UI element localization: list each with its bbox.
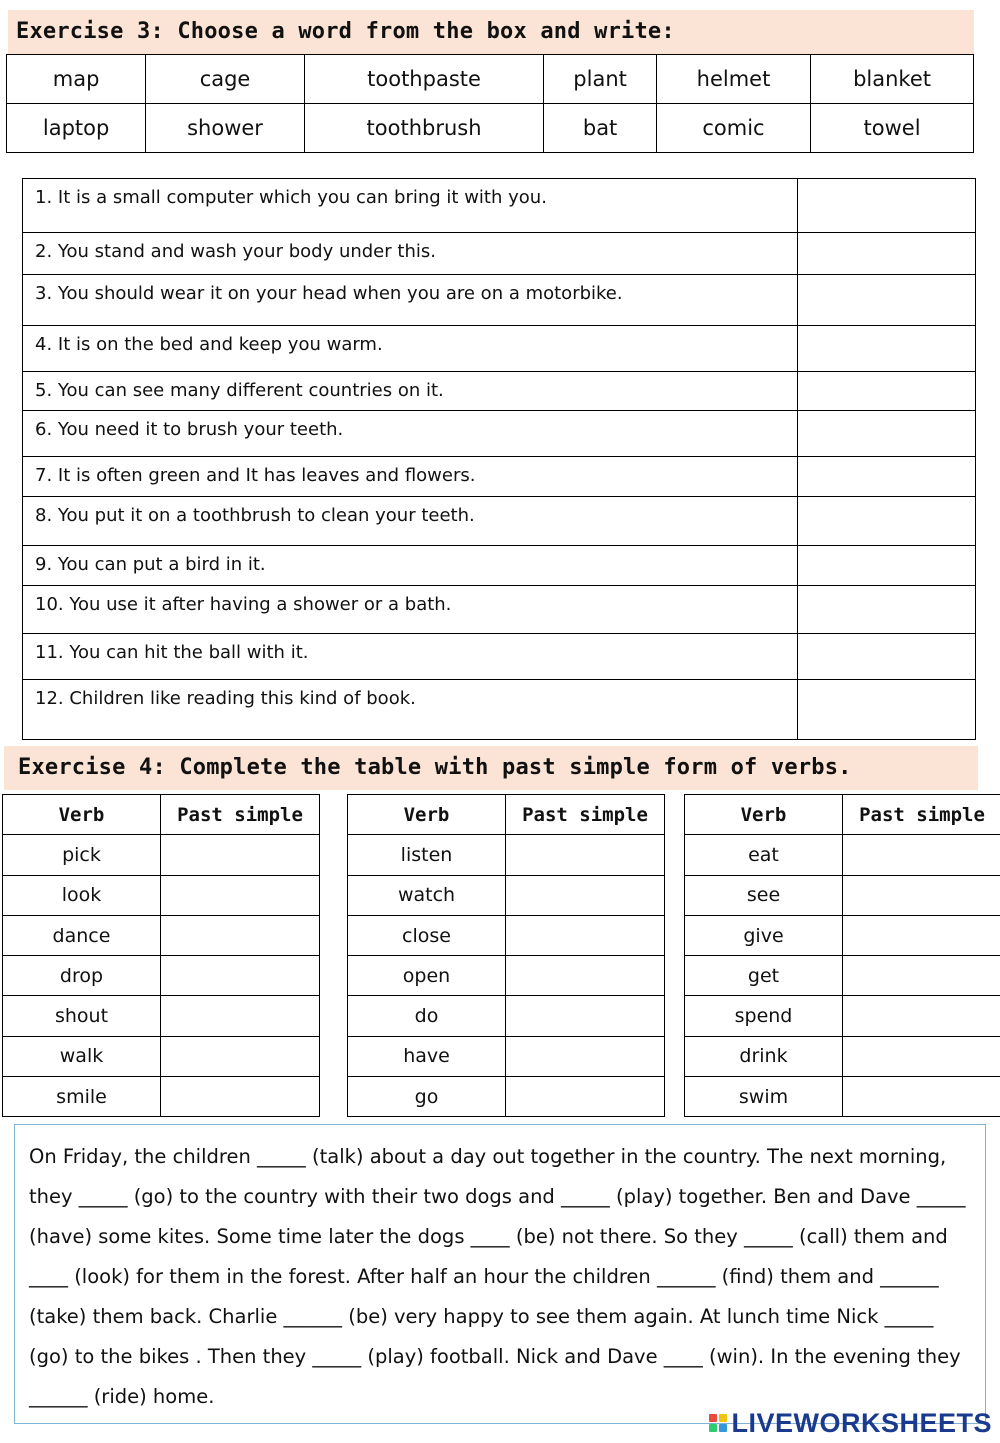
word-box-cell: cage [146, 55, 305, 104]
verb-row [348, 915, 665, 955]
clue-text: 4. It is on the bed and keep you warm. [23, 326, 798, 372]
logo-square [719, 1414, 727, 1422]
verb-table-header [3, 795, 320, 835]
verb-cell: open [348, 956, 506, 996]
past-simple-answer-cell[interactable] [161, 1036, 320, 1076]
answer-cell[interactable] [798, 233, 976, 275]
logo-text: LIVEWORKSHEETS [731, 1407, 992, 1438]
clue-text: 2. You stand and wash your body under this. [23, 233, 798, 275]
verb-cell: look [3, 875, 161, 915]
clue-row [23, 497, 976, 546]
past-simple-answer-cell[interactable] [506, 956, 665, 996]
story-text: On Friday, the children _____ (talk) about a day out together in the country. The next morning, they _____ (go) to the country with their two dogs and _____ (play) together. Ben and Dave _____ (have) some kites. Some time later the dogs ____ (be) not there. So they _____ (call) them and ____ (look) for them in the forest. After half an hour the children ______ (find) them and ______ (take) them back. Charlie ______ (be) very happy to see them again. At lunch time Nick _____ (go) to the bikes . Then they _____ (play) football. Nick and Dave ____ (win). In the evening they ______ (ride) home. [29, 1145, 966, 1408]
verb-cell: dance [3, 915, 161, 955]
word-box-row [7, 104, 974, 153]
past-simple-header: Past simple [161, 795, 320, 835]
verb-header: Verb [348, 795, 506, 835]
past-simple-answer-cell[interactable] [843, 996, 1000, 1036]
past-simple-header: Past simple [843, 795, 1000, 835]
word-box-cell: laptop [7, 104, 146, 153]
clue-text: 3. You should wear it on your head when you are on a motorbike. [23, 275, 798, 326]
verb-cell: have [348, 1036, 506, 1076]
clue-text: 11. You can hit the ball with it. [23, 634, 798, 680]
verb-row [685, 996, 1000, 1036]
word-box-cell: helmet [656, 55, 810, 104]
word-box-cell: blanket [811, 55, 974, 104]
answer-cell[interactable] [798, 326, 976, 372]
verb-cell: listen [348, 835, 506, 875]
clue-row [23, 634, 976, 680]
past-simple-answer-cell[interactable] [506, 915, 665, 955]
verb-row [685, 1077, 1000, 1117]
verb-row [3, 996, 320, 1036]
verb-row [3, 915, 320, 955]
verb-header: Verb [3, 795, 161, 835]
verb-row [3, 1036, 320, 1076]
past-simple-answer-cell[interactable] [843, 835, 1000, 875]
word-box-cell: toothbrush [304, 104, 543, 153]
past-simple-answer-cell[interactable] [506, 1036, 665, 1076]
clue-table [22, 178, 976, 740]
verb-header: Verb [685, 795, 843, 835]
verb-cell: close [348, 915, 506, 955]
past-simple-answer-cell[interactable] [843, 956, 1000, 996]
verb-row [348, 1077, 665, 1117]
logo-square [709, 1414, 717, 1422]
clue-row [23, 457, 976, 497]
answer-cell[interactable] [798, 680, 976, 740]
answer-cell[interactable] [798, 372, 976, 411]
word-box-cell: plant [544, 55, 657, 104]
clue-text: 12. Children like reading this kind of book. [23, 680, 798, 740]
word-box-cell: shower [146, 104, 305, 153]
clue-row [23, 179, 976, 233]
verb-cell: do [348, 996, 506, 1036]
verb-row [685, 875, 1000, 915]
story-box [14, 1124, 986, 1424]
logo-square [709, 1424, 717, 1432]
clue-text: 9. You can put a bird in it. [23, 546, 798, 586]
clue-row [23, 233, 976, 275]
verb-cell: drop [3, 956, 161, 996]
clue-text: 8. You put it on a toothbrush to clean your teeth. [23, 497, 798, 546]
word-box-cell: map [7, 55, 146, 104]
verb-row [348, 956, 665, 996]
past-simple-answer-cell[interactable] [506, 875, 665, 915]
past-simple-answer-cell[interactable] [506, 835, 665, 875]
verb-cell: eat [685, 835, 843, 875]
word-box-cell: towel [811, 104, 974, 153]
word-box [6, 54, 974, 153]
exercise-4-title: Exercise 4: Complete the table with past simple form of verbs. [4, 746, 978, 790]
past-simple-answer-cell[interactable] [843, 1036, 1000, 1076]
logo-square [719, 1424, 727, 1432]
verb-cell: shout [3, 996, 161, 1036]
past-simple-answer-cell[interactable] [161, 835, 320, 875]
verb-row [685, 915, 1000, 955]
clue-text: 10. You use it after having a shower or a bath. [23, 586, 798, 634]
verb-cell: smile [3, 1077, 161, 1117]
answer-cell[interactable] [798, 546, 976, 586]
verb-row [685, 835, 1000, 875]
verb-row [348, 1036, 665, 1076]
verb-cell: get [685, 956, 843, 996]
verb-row [3, 956, 320, 996]
answer-cell[interactable] [798, 179, 976, 233]
answer-cell[interactable] [798, 275, 976, 326]
clue-text: 1. It is a small computer which you can bring it with you. [23, 179, 798, 233]
verb-row [3, 875, 320, 915]
verb-row [348, 835, 665, 875]
verb-row [685, 956, 1000, 996]
verb-cell: go [348, 1077, 506, 1117]
answer-cell[interactable] [798, 411, 976, 457]
verb-cell: drink [685, 1036, 843, 1076]
past-simple-answer-cell[interactable] [161, 875, 320, 915]
verb-table-header [348, 795, 665, 835]
verb-row [3, 835, 320, 875]
verb-cell: give [685, 915, 843, 955]
word-box-cell: bat [544, 104, 657, 153]
verb-cell: swim [685, 1077, 843, 1117]
verb-row [348, 996, 665, 1036]
past-simple-answer-cell[interactable] [506, 996, 665, 1036]
past-simple-answer-cell[interactable] [843, 915, 1000, 955]
clue-text: 7. It is often green and It has leaves and flowers. [23, 457, 798, 497]
past-simple-answer-cell[interactable] [161, 956, 320, 996]
verb-table-1 [2, 794, 320, 1117]
verb-cell: pick [3, 835, 161, 875]
verb-table-header [685, 795, 1000, 835]
verb-table-2 [347, 794, 665, 1117]
verb-row [685, 1036, 1000, 1076]
word-box-row [7, 55, 974, 104]
answer-cell[interactable] [798, 457, 976, 497]
clue-row [23, 546, 976, 586]
past-simple-answer-cell[interactable] [506, 1077, 665, 1117]
clue-row [23, 411, 976, 457]
word-box-cell: toothpaste [304, 55, 543, 104]
clue-row [23, 326, 976, 372]
past-simple-answer-cell[interactable] [843, 1077, 1000, 1117]
verb-row [348, 875, 665, 915]
verb-cell: watch [348, 875, 506, 915]
past-simple-header: Past simple [506, 795, 665, 835]
verb-cell: spend [685, 996, 843, 1036]
answer-cell[interactable] [798, 497, 976, 546]
past-simple-answer-cell[interactable] [843, 875, 1000, 915]
past-simple-answer-cell[interactable] [161, 915, 320, 955]
verb-row [3, 1077, 320, 1117]
clue-row [23, 372, 976, 411]
logo-mark-icon [709, 1414, 727, 1432]
verb-cell: walk [3, 1036, 161, 1076]
answer-cell[interactable] [798, 586, 976, 634]
word-box-cell: comic [656, 104, 810, 153]
answer-cell[interactable] [798, 634, 976, 680]
past-simple-answer-cell[interactable] [161, 996, 320, 1036]
verb-table-3 [684, 794, 1000, 1117]
exercise-3-title: Exercise 3: Choose a word from the box and write: [8, 10, 974, 54]
clue-row [23, 586, 976, 634]
clue-row [23, 680, 976, 740]
verb-cell: see [685, 875, 843, 915]
clue-text: 6. You need it to brush your teeth. [23, 411, 798, 457]
clue-text: 5. You can see many different countries on it. [23, 372, 798, 411]
liveworksheets-logo [709, 1406, 992, 1440]
clue-row [23, 275, 976, 326]
past-simple-answer-cell[interactable] [161, 1077, 320, 1117]
